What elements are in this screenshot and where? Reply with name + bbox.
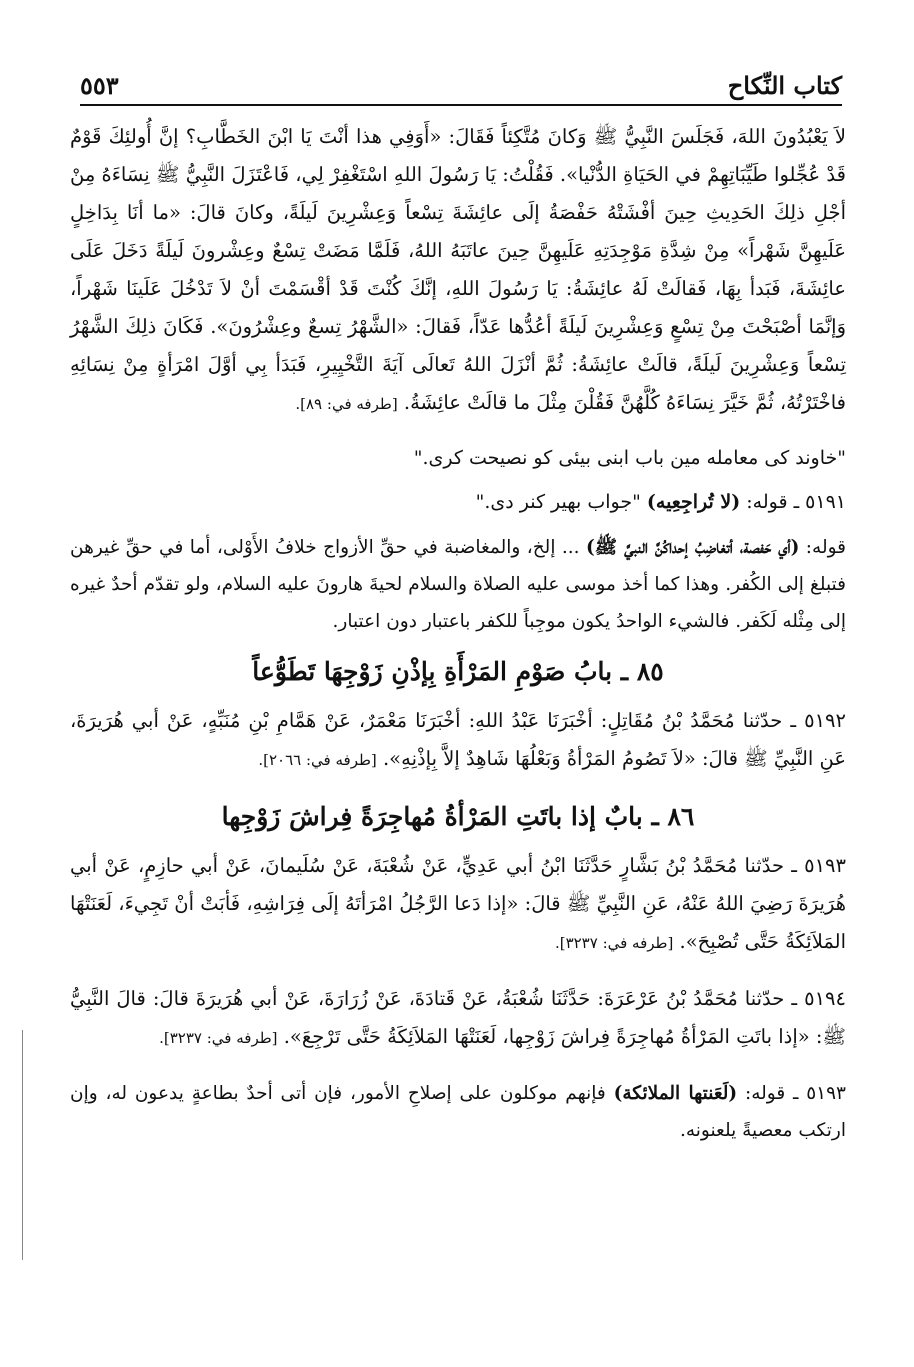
hadith-5193 — [70, 847, 846, 962]
hadith-text: ٥١٩٣ ـ حدّثنا مُحَمَّدُ بْنُ بَشَّارٍ حَدَّثَنَا ابْنُ أبي عَدِيٍّ، عَنْ شُعْبَةَ، عَنْ سُلَيمانَ، عَنْ أبي حازِمٍ، عَنْ أبي هُرَيرَةَ رَضِيَ اللهُ عَنْهُ، عَنِ النَّبِيِّ ﷺ قالَ: «إذا دَعا الرَّجُلُ امْرَأتَهُ إلَى فِرَاشِهِ، فَأبَتْ أنْ تَجِيءَ، لَعَنَتْهَا المَلاَئِكَةُ حَتَّى تُصْبِحَ». — [70, 854, 846, 953]
chapter-title-85: ٨٥ ـ بابُ صَوْمِ المَرْأَةِ بِإذْنِ زَوْجِهَا تَطَوُّعاً — [252, 657, 664, 686]
quoted-phrase: (لا تُراجِعِيه) — [646, 491, 741, 513]
cross-reference: [طرفه في: ٣٢٣٧]. — [554, 934, 674, 952]
hadith-continuation — [70, 118, 846, 423]
margin-divider — [22, 1030, 23, 1260]
page-number: ٥٥٣ — [80, 71, 119, 100]
hadith-text: لاَ يَعْبُدُونَ اللهَ، فَجَلَسَ النَّبِيُّ ﷺ وَكانَ مُتَّكِئاً فَقَالَ: «أَوَفِي هذا أنْتَ يَا ابْنَ الخَطَّابِ؟ إنَّ أُولئِكَ قَوْمٌ قَدْ عُجِّلوا طَيِّبَاتِهِمْ في الحَيَاةِ الدُّنْيا». فَقُلْتُ: يَا رَسُولَ اللهِ اسْتَغْفِرْ لِي، فَاعْتَزَلَ النَّبِيُّ ﷺ نِسَاءَهُ مِنْ أجْلِ ذلِكَ الحَدِيثِ حِينَ أفْشَتْهُ حَفْصَةُ إلَى عائِشَةَ تِسْعاً وَعِشْرِينَ لَيلَةً، وكانَ قالَ: «ما أنَا بِدَاخِلٍ عَلَيهِنَّ شَهْراً» مِنْ شِدَّةِ مَوْجِدَتِهِ عَلَيهِنَّ حِينَ عاتَبَهُ اللهُ، فَلَمَّا مَضَتْ تِسْعٌ وعِشْرونَ لَيلَةً دَخَلَ عَلَى عائِشَةَ، فَبَدأ بِهَا، فَقالَتْ لَهُ عائِشَةُ: يَا رَسُولَ اللهِ، إنَّكَ كُنْتَ قَدْ أقْسَمْتَ أنْ لاَ تَدْخُلَ عَلَينَا شَهْراً، وَإنَّمَا أصْبَحْتَ مِنْ تِسْعٍ وَعِشْرِينَ لَيلَةً أعُدُّها عَدّاً، فَقالَ: «الشَّهْرُ تِسعٌ وعِشْرُونَ». فَكَانَ ذلِكَ الشَّهْرُ تِسْعاً وَعِشْرِينَ لَيلَةً، قالَتْ عائِشَةُ: ثُمَّ أنْزَلَ اللهُ تَعالَى آيَةَ التَّخْيِيرِ، فَبَدَأ بِي أوَّلَ امْرَأةٍ مِنْ نِسَائِهِ فاخْتَرْتُهُ، ثُمَّ خَيَّرَ نِسَاءَهُ كُلَّهُنَّ فَقُلْنَ مِثْلَ ما قالَتْ عائِشَةُ. — [70, 125, 846, 414]
hadith-5192 — [70, 702, 846, 779]
chapter-title-86: ٨٦ ـ بابٌ إذا باتَتِ المَرْأةُ مُهاجِرَةً فِراشَ زَوْجِها — [221, 802, 695, 831]
page-header — [80, 58, 842, 106]
cross-reference: [طرفه في: ٣٢٣٧]. — [159, 1029, 278, 1047]
quoted-phrase: (أي حَفصة، أتغاضِبُ إحداكُنَّ النبيَّ ﷺ) — [586, 537, 800, 558]
hadith-text: ٥١٩٢ ـ حدّثنا مُحَمَّدُ بْنُ مُقَاتِلٍ: أخْبَرَنَا عَبْدُ اللهِ: أخْبَرَنَا مَعْمَرٌ، عَنْ هَمَّامِ بْنِ مُنَبِّهٍ، عَنْ أبي هُرَيرَةَ، عَنِ النَّبِيِّ ﷺ قالَ: «لاَ تَصُومُ المَرْأةُ وَبَعْلُهَا شَاهِدٌ إلاَّ بِإذْنِهِ». — [70, 709, 846, 770]
book-title: كتاب النِّكاح — [727, 71, 842, 100]
note-5191 — [70, 485, 846, 519]
cross-reference: [طرفه في: ٢٠٦٦]. — [258, 751, 377, 769]
urdu-translation: "خاوند كى معامله مين باب ابنى بيئى كو نصيحت كرى." — [413, 447, 846, 469]
cross-reference: [طرفه في: ٨٩]. — [295, 395, 398, 413]
note-prefix: ٥١٩٣ ـ قوله: — [744, 1083, 846, 1104]
hadith-text: ٥١٩٤ ـ حدّثنا مُحَمَّدُ بْنُ عَرْعَرَةَ: حَدَّثَنَا شُعْبَةُ، عَنْ قَتادَةَ، عَنْ زُرَارَةَ، عَنْ أبي هُرَيرَةَ قالَ: قالَ النَّبِيُّ ﷺ: «إذا باتَتِ المَرْأةُ مُهاجِرَةً فِراشَ زَوْجِها، لَعَنَتْهَا المَلاَئِكَةُ حَتَّى تَرْجِعَ». — [70, 987, 846, 1048]
commentary-note — [70, 529, 846, 640]
quoted-phrase: (لَعَنتها الملائكة) — [613, 1083, 738, 1104]
note-text: ... إلخ، والمغاضبة في حقِّ الأزواج خلافُ الأَوْلى، أما في حقِّ غيرهن فتبلغ إلى الكُفر. وهذا كما أخذ موسى عليه الصلاة والسلام لحيةَ هارونَ عليه السلام، ولو تقدّم أحدٌ غيره إلى مِثْله لَكَفر. فالشيء الواحدُ يكون موجِباً للكفر باعتبار دون اعتبار. — [70, 537, 846, 632]
note-prefix: قوله: — [805, 537, 846, 558]
page-body — [70, 118, 846, 1161]
note-number: ٥١٩١ ـ قوله: — [746, 491, 846, 513]
urdu-translation: "جواب بهير كنر دى." — [475, 491, 641, 513]
hadith-5194 — [70, 980, 846, 1057]
note-text: فإنهم موكلون على إصلاحِ الأمور، فإن أتى أحدٌ بطاعةٍ يدعون له، وإن ارتكب معصيةً يلعنونه. — [70, 1083, 846, 1141]
commentary-note-5193 — [70, 1075, 846, 1149]
